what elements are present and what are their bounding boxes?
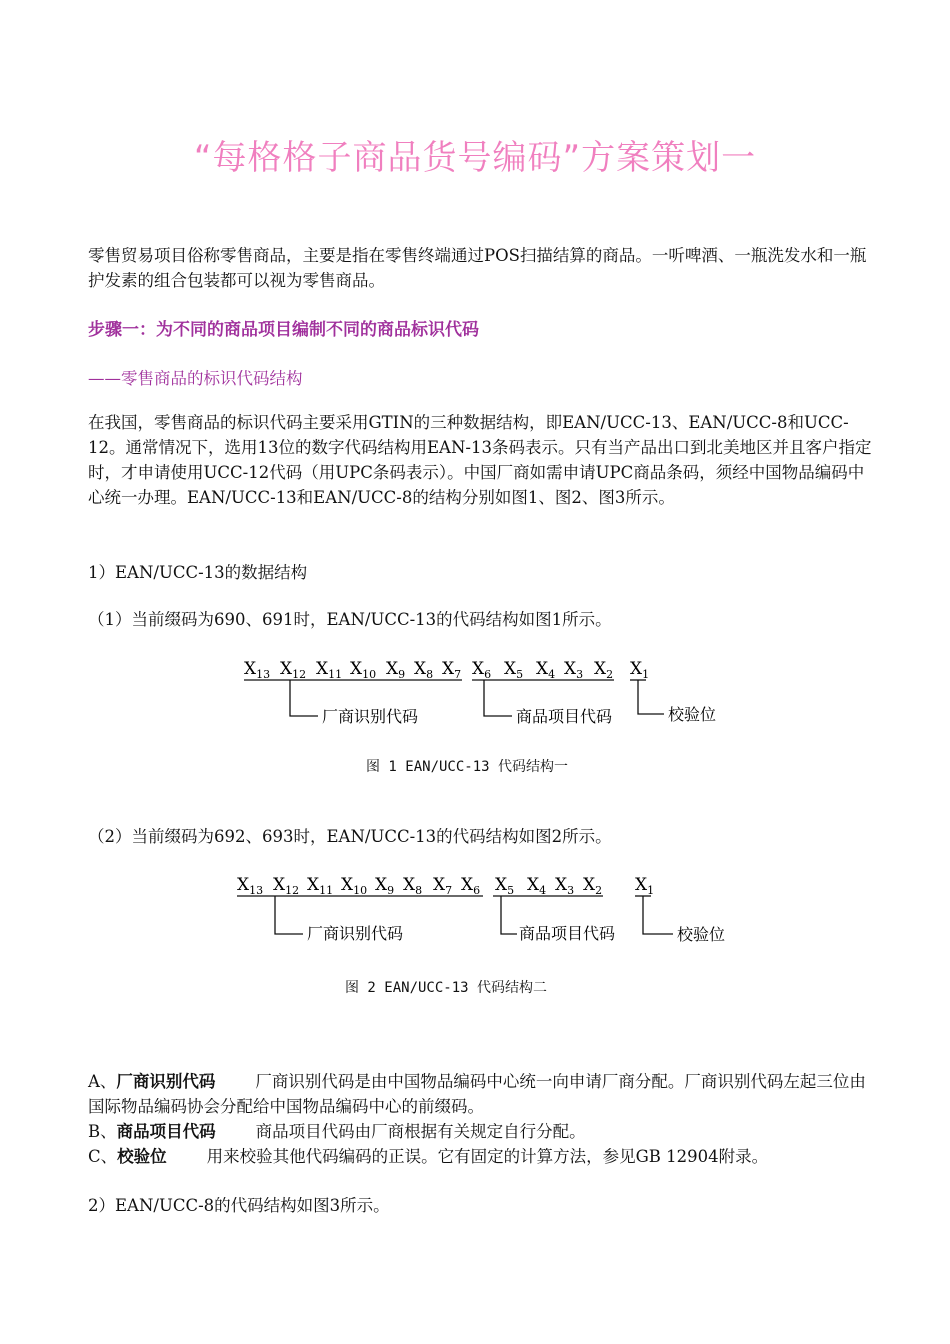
label-item-code: 商品项目代码 [516, 707, 613, 726]
digit-x6: $X_6$ [461, 875, 481, 897]
label-check-digit: 校验位 [668, 705, 717, 724]
definition-prefix: C、 [88, 1147, 118, 1166]
digit-x9: $X_9$ [375, 875, 395, 897]
digit-x5: $X_5$ [495, 875, 515, 897]
digit-x13: $X_{13}$ [237, 875, 264, 897]
figure-2-diagram [225, 866, 765, 948]
digit-x6: $X_6$ [472, 659, 492, 681]
figure-1-diagram [230, 650, 750, 730]
section-subtitle: ——零售商品的标识代码结构 [88, 369, 303, 388]
figure-2-caption: 图 2 EAN/UCC-13 代码结构二 [345, 980, 548, 996]
digit-x4: $X_4$ [527, 875, 547, 897]
digit-x9: $X_9$ [386, 659, 406, 681]
structure-paragraph: 在我国，零售商品的标识代码主要采用GTIN的三种数据结构，即EAN/UCC-13、EAN/UCC-8和UCC-12。通常情况下，选用13位的数字代码结构用EAN-13条码表示。只有当产品出口到北美地区并且客户指定时，才申请使用UCC-12代码（用UPC条码表示）。中国厂商如需申请UPC商品条码，须经中国物品编码中心统一办理。EAN/UCC-13和EAN/UCC-8的结构分别如图1、图2、图3所示。 [88, 413, 872, 507]
digit-x2: $X_2$ [583, 875, 603, 897]
definition-term: 校验位 [117, 1147, 167, 1166]
definition-text: 商品项目代码由厂商根据有关规定自行分配。 [255, 1122, 586, 1141]
definition-b [88, 1119, 878, 1144]
digit-x3: $X_3$ [555, 875, 575, 897]
digit-x10: $X_{10}$ [341, 875, 368, 897]
section-heading-ean8: 2）EAN/UCC-8的代码结构如图3所示。 [88, 1196, 390, 1215]
digit-x8: $X_8$ [414, 659, 434, 681]
digit-x3: $X_3$ [564, 659, 584, 681]
section-heading-ean13: 1）EAN/UCC-13的数据结构 [88, 563, 308, 582]
manufacturer-connector [275, 896, 303, 934]
digit-x5: $X_5$ [504, 659, 524, 681]
manufacturer-connector [290, 680, 318, 716]
item-connector [501, 896, 517, 934]
label-manufacturer-code: 厂商识别代码 [307, 924, 404, 943]
case-2-text: （2）当前缀码为692、693时，EAN/UCC-13的代码结构如图2所示。 [88, 827, 612, 846]
definition-prefix: A、 [88, 1072, 117, 1091]
step-heading: 步骤一：为不同的商品项目编制不同的商品标识代码 [88, 320, 479, 340]
document-title: “每格格子商品货号编码”方案策划一 [193, 138, 757, 178]
digit-x11: $X_{11}$ [307, 875, 334, 897]
definition-a [88, 1069, 878, 1119]
digit-x10: $X_{10}$ [350, 659, 377, 681]
label-item-code: 商品项目代码 [519, 924, 616, 943]
digit-x1: $X_1$ [630, 659, 650, 681]
digit-x13: $X_{13}$ [244, 659, 271, 681]
figure-1-caption: 图 1 EAN/UCC-13 代码结构一 [366, 759, 569, 775]
digit-x7: $X_7$ [433, 875, 453, 897]
check-connector [638, 680, 664, 714]
digit-x1: $X_1$ [635, 875, 655, 897]
digit-x4: $X_4$ [536, 659, 556, 681]
digit-x2: $X_2$ [594, 659, 614, 681]
intro-paragraph: 零售贸易项目俗称零售商品，主要是指在零售终端通过POS扫描结算的商品。一听啤酒、一瓶洗发水和一瓶护发素的组合包装都可以视为零售商品。 [88, 246, 867, 290]
definition-term: 商品项目代码 [116, 1122, 216, 1141]
check-connector [643, 896, 673, 934]
digit-x12: $X_{12}$ [280, 659, 307, 681]
digit-x8: $X_8$ [403, 875, 423, 897]
label-check-digit: 校验位 [677, 925, 726, 944]
digit-x7: $X_7$ [442, 659, 462, 681]
digit-x12: $X_{12}$ [273, 875, 300, 897]
label-manufacturer-code: 厂商识别代码 [322, 707, 419, 726]
definition-text: 厂商识别代码是由中国物品编码中心统一向申请厂商分配。厂商识别代码左起三位由国际物品编码协会分配给中国物品编码中心的前缀码。 [88, 1072, 866, 1116]
definition-prefix: B、 [88, 1122, 117, 1141]
definition-c [88, 1144, 878, 1169]
definition-term: 厂商识别代码 [116, 1072, 216, 1091]
case-1-text: （1）当前缀码为690、691时，EAN/UCC-13的代码结构如图1所示。 [88, 610, 612, 629]
item-connector [484, 680, 512, 716]
digit-x11: $X_{11}$ [316, 659, 343, 681]
definition-text: 用来校验其他代码编码的正误。它有固定的计算方法，参见GB 12904附录。 [206, 1147, 769, 1166]
